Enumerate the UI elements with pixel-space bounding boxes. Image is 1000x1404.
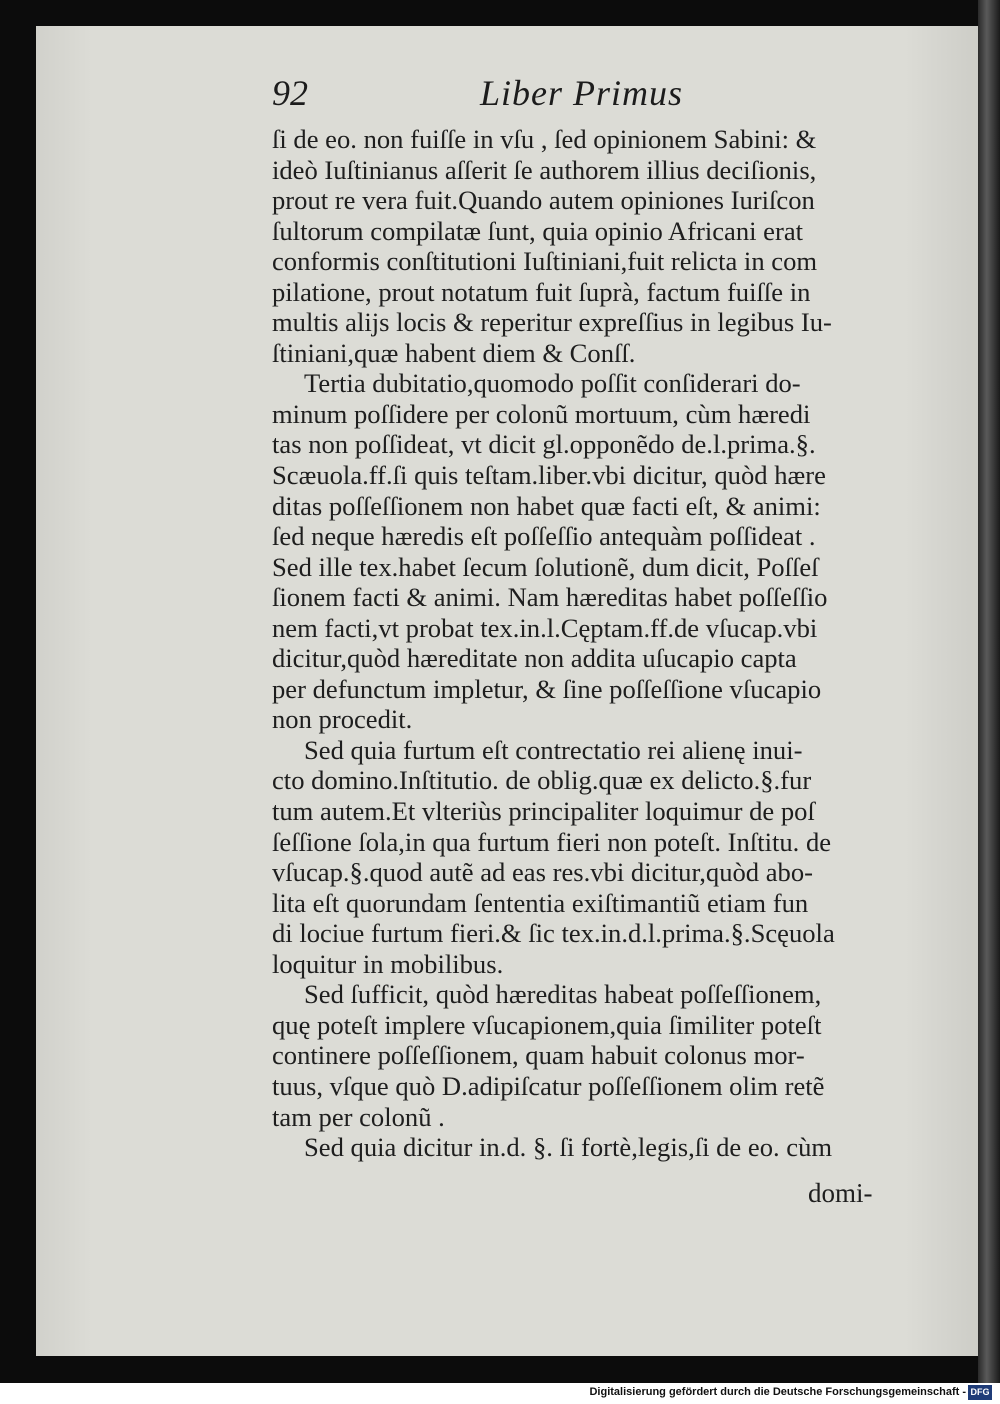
text-line: non procedit.: [272, 704, 413, 735]
page-number: 92: [272, 73, 308, 113]
body-text: [272, 124, 902, 1163]
funding-credit: Digitalisierung gefördert durch die Deutsche Forschungsgemeinschaft -: [589, 1386, 966, 1398]
text-line: tas non poſſideat, vt dicit gl.opponẽdo de.l.prima.§.: [272, 429, 816, 460]
text-line: vſucap.§.quod autẽ ad eas res.vbi dicitur,quòd abo-: [272, 857, 813, 888]
paragraph-start-line: Sed quia furtum eſt contrectatio rei alienę inui-: [304, 734, 803, 765]
text-line: nem facti,vt probat tex.in.l.Cęptam.ff.de vſucap.vbi: [272, 612, 818, 643]
text-line: multis alijs locis & reperitur expreſſius in legibus Iu-: [272, 307, 832, 338]
catchword: domi-: [808, 1178, 873, 1208]
text-line: ſeſſione ſola,in qua furtum fieri non poteſt. Inſtitu. de: [272, 826, 832, 857]
text-line: ſed neque hæredis eſt poſſeſſio antequàm poſſideat .: [272, 521, 816, 552]
text-line: ſultorum compilatæ ſunt, quia opinio Africani erat: [272, 215, 804, 246]
text-line: cto domino.Inſtitutio. de oblig.quæ ex delicto.§.fur: [272, 765, 812, 796]
dfg-logo: DFG: [968, 1385, 992, 1400]
text-line: ideò Iuſtinianus aſſerit ſe authorem illius deciſionis,: [272, 154, 817, 185]
running-title: Liber Primus: [480, 73, 684, 113]
text-line: Scæuola.ff.ſi quis teſtam.liber.vbi dicitur, quòd hære: [272, 460, 826, 491]
paragraph-start-line: Tertia dubitatio,quomodo poſſit conſiderari do-: [304, 368, 801, 399]
paragraph-start-line: Sed quia dicitur in.d. §. ſi fortè,legis,ſi de eo. cùm: [304, 1132, 833, 1163]
text-line: loquitur in mobilibus.: [272, 948, 504, 979]
page-header: [270, 72, 710, 116]
page-edge-shadow: [978, 0, 1000, 1383]
text-line: di lociue furtum fieri.& ſic tex.in.d.l.prima.§.Scęuola: [272, 918, 835, 949]
text-line: tam per colonũ .: [272, 1101, 445, 1132]
text-line: prout re vera fuit.Quando autem opiniones Iuriſcon: [272, 185, 815, 216]
text-line: ſtiniani,quæ habent diem & Conſſ.: [272, 337, 636, 368]
text-line: continere poſſeſſionem, quam habuit colonus mor-: [272, 1040, 805, 1071]
text-line: tum autem.Et vlteriùs principaliter loquimur de poſ: [272, 796, 815, 827]
digitization-footer: [0, 1383, 1000, 1404]
text-line: pilatione, prout notatum fuit ſuprà, factum fuiſſe in: [272, 276, 811, 307]
text-line: quę poteſt implere vſucapionem,quia ſimiliter poteſt: [272, 1009, 822, 1040]
text-line: per defunctum impletur, & ſine poſſeſſione vſucapio: [272, 673, 822, 704]
text-line: ſi de eo. non fuiſſe in vſu , ſed opinionem Sabini: &: [272, 124, 817, 154]
text-line: minum poſſidere per colonũ mortuum, cùm hæredi: [272, 398, 811, 429]
text-line: dicitur,quòd hæreditate non addita uſucapio capta: [272, 643, 797, 674]
text-line: tuus, vſque quò D.adipiſcatur poſſeſſionem olim retẽ: [272, 1070, 825, 1101]
text-line: conformis conſtitutioni Iuſtiniani,fuit relicta in com: [272, 246, 818, 277]
text-line: ditas poſſeſſionem non habet quæ facti eſt, & animi:: [272, 490, 821, 521]
text-line: lita eſt quorundam ſententia exiſtimantiũ etiam fun: [272, 887, 809, 918]
paragraph-start-line: Sed ſufficit, quòd hæreditas habeat poſſeſſionem,: [304, 979, 822, 1010]
text-line: ſionem facti & animi. Nam hæreditas habet poſſeſſio: [272, 582, 828, 613]
text-line: Sed ille tex.habet ſecum ſolutionẽ, dum dicit, Poſſeſ: [272, 551, 819, 582]
